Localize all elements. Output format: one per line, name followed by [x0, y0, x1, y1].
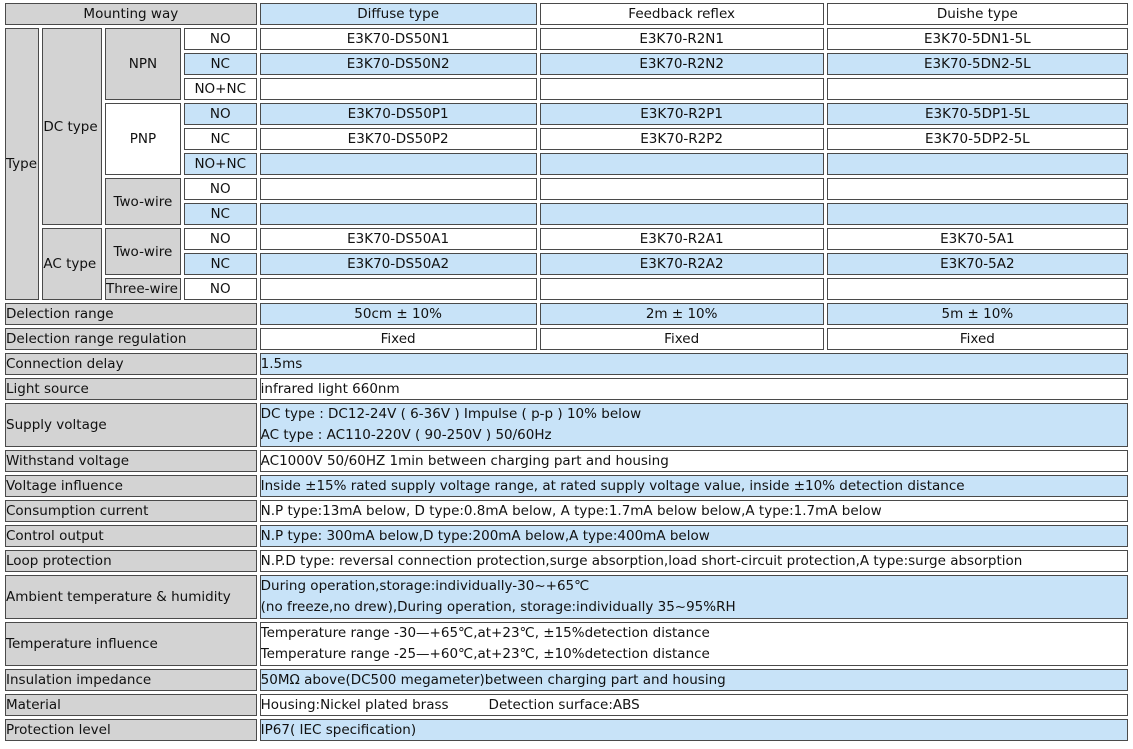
- consumption-current-row: [5, 500, 1128, 522]
- output-label: NO: [184, 28, 257, 50]
- model-cell: [827, 278, 1128, 300]
- detection-range-label: Delection range: [5, 303, 257, 325]
- temperature-influence-label: Temperature influence: [5, 622, 257, 666]
- output-label: NO: [184, 228, 257, 250]
- header-row: [5, 3, 1128, 25]
- ambient-row: [5, 575, 1128, 619]
- light-source-label: Light source: [5, 378, 257, 400]
- type-row: [5, 178, 1128, 200]
- model-cell: E3K70-5A2: [827, 253, 1128, 275]
- detection-regulation-value: Fixed: [540, 328, 824, 350]
- feedback-reflex-header: Feedback reflex: [540, 3, 824, 25]
- model-cell: E3K70-R2A2: [540, 253, 824, 275]
- temperature-influence-line: Temperature range -25—+60℃,at+23℃, ±10%detection distance: [260, 646, 710, 662]
- model-cell: [827, 203, 1128, 225]
- material-housing: Housing:Nickel plated brass: [260, 697, 449, 713]
- duishe-type-header: Duishe type: [827, 3, 1128, 25]
- light-source-row: [5, 378, 1128, 400]
- ambient-value: [260, 575, 1128, 619]
- material-row: [5, 694, 1128, 716]
- model-cell: [827, 178, 1128, 200]
- control-output-row: [5, 525, 1128, 547]
- voltage-influence-value: Inside ±15% rated supply voltage range, at rated supply voltage value, inside ±10% detection distance: [260, 475, 1128, 497]
- model-cell: [540, 78, 824, 100]
- insulation-row: [5, 669, 1128, 691]
- voltage-influence-row: [5, 475, 1128, 497]
- protection-level-label: Protection level: [5, 719, 257, 741]
- model-cell: E3K70-DS50P2: [260, 128, 537, 150]
- output-label: NC: [184, 128, 257, 150]
- model-cell: E3K70-DS50N1: [260, 28, 537, 50]
- model-cell: E3K70-5DP1-5L: [827, 103, 1128, 125]
- ac-type-label: AC type: [42, 228, 102, 300]
- detection-regulation-label: Delection range regulation: [5, 328, 257, 350]
- insulation-label: Insulation impedance: [5, 669, 257, 691]
- model-cell: [260, 153, 537, 175]
- model-cell: [260, 203, 537, 225]
- model-cell: E3K70-DS50A1: [260, 228, 537, 250]
- ambient-line: (no freeze,no drew),During operation, storage:individually 35~95%RH: [260, 599, 736, 615]
- model-cell: [540, 278, 824, 300]
- model-cell: [827, 78, 1128, 100]
- model-cell: [540, 203, 824, 225]
- model-cell: [827, 153, 1128, 175]
- control-output-value: N.P type: 300mA below,D type:200mA below,A type:400mA below: [260, 525, 1128, 547]
- ambient-line: During operation,storage:individually-30~+65℃: [260, 578, 590, 594]
- detection-range-value: 2m ± 10%: [540, 303, 824, 325]
- model-cell: [260, 278, 537, 300]
- model-cell: E3K70-R2P1: [540, 103, 824, 125]
- protection-level-value: IP67( IEC specification): [260, 719, 1128, 741]
- material-label: Material: [5, 694, 257, 716]
- model-cell: E3K70-R2P2: [540, 128, 824, 150]
- model-cell: E3K70-R2A1: [540, 228, 824, 250]
- temperature-influence-value: [260, 622, 1128, 666]
- dc-type-label: DC type: [42, 28, 102, 225]
- supply-voltage-value: [260, 403, 1128, 447]
- detection-regulation-value: Fixed: [260, 328, 537, 350]
- detection-range-row: [5, 303, 1128, 325]
- model-cell: E3K70-R2N2: [540, 53, 824, 75]
- loop-protection-value: N.P.D type: reversal connection protection,surge absorption,load short-circuit protection,A type:surge absorption: [260, 550, 1128, 572]
- insulation-value: 50MΩ above(DC500 megameter)between charging part and housing: [260, 669, 1128, 691]
- connection-delay-label: Connection delay: [5, 353, 257, 375]
- model-cell: [260, 78, 537, 100]
- model-cell: E3K70-DS50P1: [260, 103, 537, 125]
- light-source-value: infrared light 660nm: [260, 378, 1128, 400]
- supply-voltage-label: Supply voltage: [5, 403, 257, 447]
- withstand-voltage-label: Withstand voltage: [5, 450, 257, 472]
- loop-protection-label: Loop protection: [5, 550, 257, 572]
- supply-voltage-line: AC type : AC110-220V ( 90-250V ) 50/60Hz: [260, 427, 552, 443]
- ambient-label: Ambient temperature & humidity: [5, 575, 257, 619]
- model-cell: E3K70-DS50N2: [260, 53, 537, 75]
- loop-protection-row: [5, 550, 1128, 572]
- detection-regulation-value: Fixed: [827, 328, 1128, 350]
- temperature-influence-line: Temperature range -30—+65℃,at+23℃, ±15%detection distance: [260, 625, 710, 641]
- output-label: NO+NC: [184, 78, 257, 100]
- type-row: [5, 228, 1128, 250]
- three-wire-label: Three-wire: [105, 278, 181, 300]
- diffuse-type-header: Diffuse type: [260, 3, 537, 25]
- model-cell: [260, 178, 537, 200]
- output-label: NC: [184, 253, 257, 275]
- detection-range-value: 5m ± 10%: [827, 303, 1128, 325]
- output-label: NC: [184, 203, 257, 225]
- detection-range-value: 50cm ± 10%: [260, 303, 537, 325]
- spec-table: [2, 0, 1131, 744]
- mounting-way-header: Mounting way: [5, 3, 257, 25]
- model-cell: E3K70-5DP2-5L: [827, 128, 1128, 150]
- dc-two-wire-label: Two-wire: [105, 178, 181, 225]
- output-label: NO+NC: [184, 153, 257, 175]
- model-cell: E3K70-5DN1-5L: [827, 28, 1128, 50]
- model-cell: E3K70-5DN2-5L: [827, 53, 1128, 75]
- pnp-label: PNP: [105, 103, 181, 175]
- withstand-voltage-value: AC1000V 50/60HZ 1min between charging part and housing: [260, 450, 1128, 472]
- output-label: NO: [184, 278, 257, 300]
- connection-delay-value: 1.5ms: [260, 353, 1128, 375]
- material-detection-surface: Detection surface:ABS: [488, 697, 640, 713]
- consumption-current-label: Consumption current: [5, 500, 257, 522]
- model-cell: E3K70-R2N1: [540, 28, 824, 50]
- type-row: [5, 103, 1128, 125]
- output-label: NC: [184, 53, 257, 75]
- npn-label: NPN: [105, 28, 181, 100]
- control-output-label: Control output: [5, 525, 257, 547]
- material-value: [260, 694, 1128, 716]
- temperature-influence-row: [5, 622, 1128, 666]
- voltage-influence-label: Voltage influence: [5, 475, 257, 497]
- model-cell: [540, 178, 824, 200]
- supply-voltage-line: DC type : DC12-24V ( 6-36V ) Impulse ( p-p ) 10% below: [260, 406, 642, 422]
- supply-voltage-row: [5, 403, 1128, 447]
- withstand-voltage-row: [5, 450, 1128, 472]
- connection-delay-row: [5, 353, 1128, 375]
- output-label: NO: [184, 103, 257, 125]
- model-cell: E3K70-5A1: [827, 228, 1128, 250]
- type-row: [5, 278, 1128, 300]
- detection-regulation-row: [5, 328, 1128, 350]
- model-cell: E3K70-DS50A2: [260, 253, 537, 275]
- type-label: Type: [5, 28, 39, 300]
- ac-two-wire-label: Two-wire: [105, 228, 181, 275]
- consumption-current-value: N.P type:13mA below, D type:0.8mA below, A type:1.7mA below below,A type:1.7mA below: [260, 500, 1128, 522]
- type-row: [5, 28, 1128, 50]
- model-cell: [540, 153, 824, 175]
- output-label: NO: [184, 178, 257, 200]
- protection-level-row: [5, 719, 1128, 741]
